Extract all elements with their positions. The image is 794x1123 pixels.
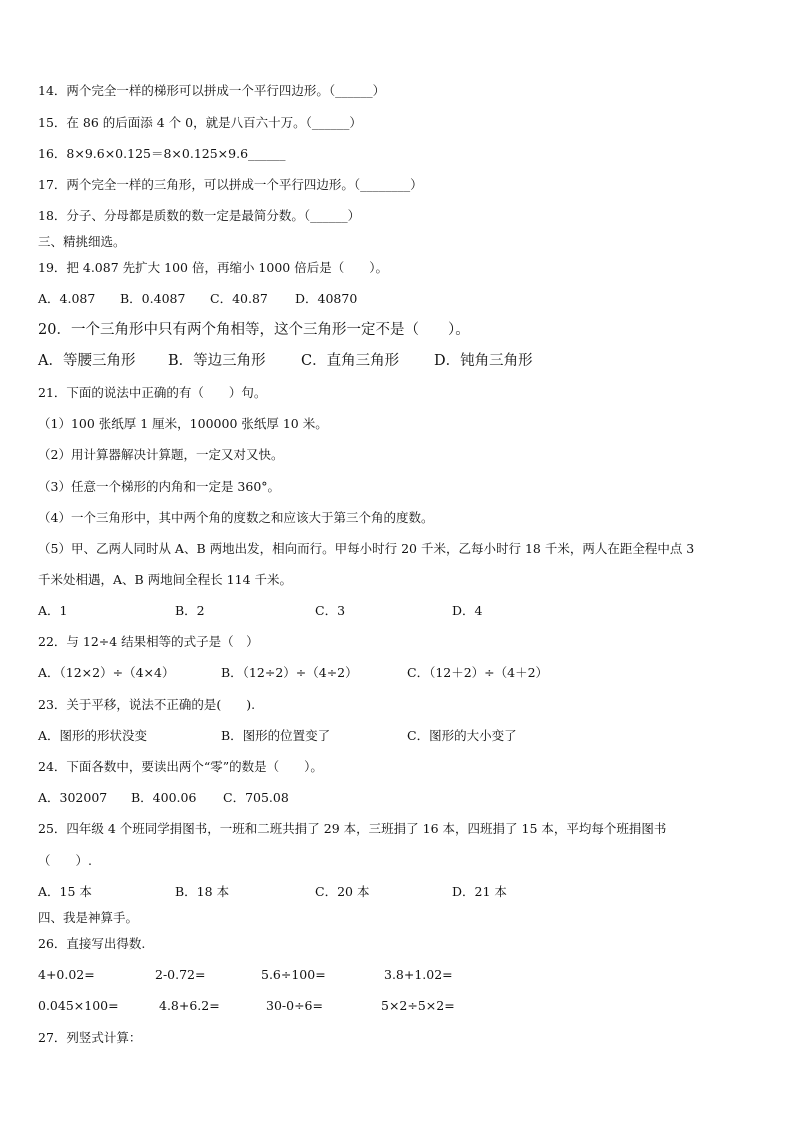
calc-item: 5.6÷100= [261,967,326,982]
question-number: 18． [38,208,67,223]
option-c: C．20 本 [315,884,370,899]
question-text: 两个完全一样的三角形，可以拼成一个平行四边形。（________） [66,177,423,192]
option-c: C．（12＋2）÷（4＋2） [407,665,549,680]
question-24-stem: 24．下面各数中，要读出两个“零”的数是（ ）。 [38,759,323,774]
option-d: D．40870 [295,291,358,306]
question-21-item-3: （3）任意一个梯形的内角和一定是 360°。 [38,479,281,494]
option-a: A．4.087 [38,291,96,306]
calc-item: 0.045×100= [38,998,119,1013]
question-number: 15． [38,115,67,130]
calc-item: 4.8+6.2= [159,998,220,1013]
question-text: 在 86 的后面添 4 个 0，就是八百六十万。（______） [66,115,362,130]
question-number: 16． [38,146,67,161]
question-21-item-5-cont: 千米处相遇，A、B 两地间全程长 114 千米。 [38,572,292,587]
option-a: A．图形的形状没变 [38,728,148,743]
question-17 [38,176,764,194]
option-d: D．钝角三角形 [434,353,533,369]
option-d: D．21 本 [452,884,507,899]
option-c: C．40.87 [210,291,268,306]
option-c: C．705.08 [223,790,289,805]
question-15 [38,114,764,132]
question-text: 两个完全一样的梯形可以拼成一个平行四边形。（______） [66,83,386,98]
option-a: A．15 本 [38,884,92,899]
question-26-stem: 26．直接写出得数. [38,936,146,951]
question-21-stem: 21．下面的说法中正确的有（ ）句。 [38,385,267,400]
question-22-stem: 22．与 12÷4 结果相等的式子是（ ） [38,634,259,649]
option-a: A．1 [38,603,68,618]
option-a: A．等腰三角形 [38,353,136,369]
question-25-stem-cont: （ ）. [38,853,92,868]
question-text: 8×9.6×0.125＝8×0.125×9.6______ [66,146,286,161]
question-16 [38,145,764,163]
question-18 [38,207,764,225]
question-21-item-4: （4）一个三角形中，其中两个角的度数之和应该大于第三个角的度数。 [38,510,434,525]
question-text: 分子、分母都是质数的数一定是最简分数。（______） [66,208,361,223]
question-number: 17． [38,177,67,192]
question-25-stem: 25．四年级 4 个班同学捐图书，一班和二班共捐了 29 本，三班捐了 16 本，四班捐了 15 本，平均每个班捐图书 [38,821,667,836]
option-b: B．400.06 [131,790,197,805]
section-3-title: 三、精挑细选。 [38,234,126,249]
question-27-stem: 27．列竖式计算： [38,1030,142,1045]
question-21-item-1: （1）100 张纸厚 1 厘米，100000 张纸厚 10 米。 [38,416,328,431]
question-20-stem: 20．一个三角形中只有两个角相等，这个三角形一定不是（ ）。 [38,322,470,338]
question-14 [38,82,764,100]
question-19-stem: 19．把 4.087 先扩大 100 倍，再缩小 1000 倍后是（ ）。 [38,260,388,275]
question-23-stem: 23．关于平移，说法不正确的是( ). [38,697,256,712]
option-b: B．2 [175,603,205,618]
option-c: C．3 [315,603,346,618]
option-c: C．图形的大小变了 [407,728,517,743]
question-21-item-5: （5）甲、乙两人同时从 A、B 两地出发，相向而行。甲每小时行 20 千米，乙每小时行 18 千米，两人在距全程中点 3 [38,541,695,556]
calc-item: 4+0.02= [38,967,95,982]
question-number: 14． [38,83,67,98]
calc-item: 30-0÷6= [266,998,323,1013]
option-c: C．直角三角形 [301,353,400,369]
option-b: B．18 本 [175,884,230,899]
calc-item: 5×2÷5×2= [381,998,455,1013]
option-b: B．等边三角形 [168,353,266,369]
calc-item: 2-0.72= [155,967,206,982]
option-b: B．（12÷2）÷（4÷2） [221,665,358,680]
option-a: A．302007 [38,790,108,805]
option-a: A．（12×2）÷（4×4） [38,665,175,680]
option-b: B．0.4087 [120,291,186,306]
question-21-item-2: （2）用计算器解决计算题，一定又对又快。 [38,447,284,462]
calc-item: 3.8+1.02= [384,967,453,982]
option-b: B．图形的位置变了 [221,728,331,743]
option-d: D．4 [452,603,483,618]
section-4-title: 四、我是神算手。 [38,910,139,925]
